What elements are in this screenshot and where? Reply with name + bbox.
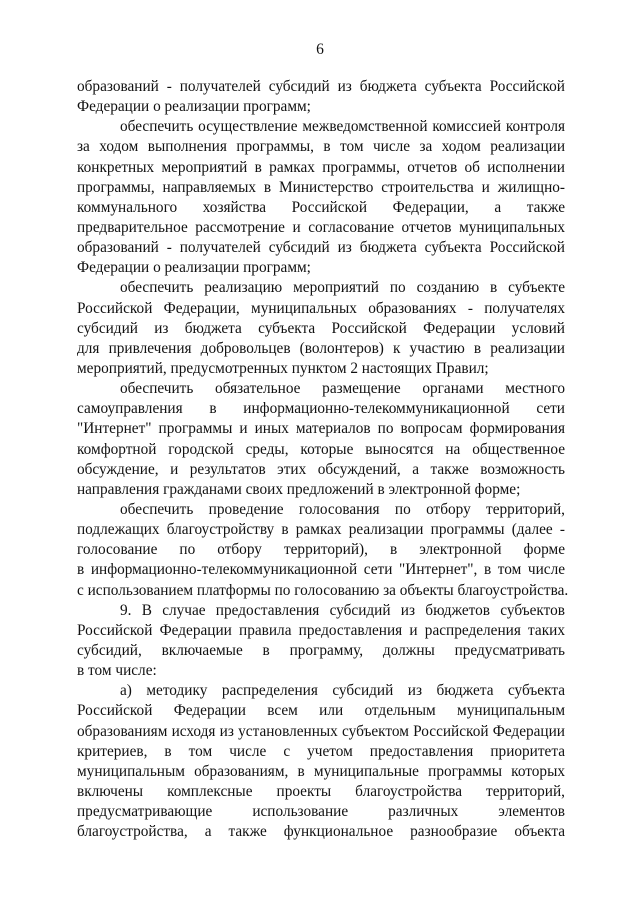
text-line: благоустройства, а также функциональное разнообразие объекта — [77, 823, 565, 841]
document-body — [77, 77, 569, 842]
text-line: голосование по отбору территорий), в электронной форме — [77, 541, 565, 559]
paragraph — [77, 379, 565, 500]
text-line: коммунального хозяйства Российской Федерации, а также — [77, 198, 565, 216]
text-line: подлежащих благоустройству в рамках реализации программы (далее - — [77, 521, 565, 539]
text-line: включены комплексные проекты благоустройства территорий, — [77, 782, 565, 800]
text-line: субсидий, включаемые в программу, должны предусматривать — [77, 641, 565, 659]
text-line: направления гражданами своих предложений в электронной форме; — [77, 480, 521, 498]
text-line: за ходом выполнения программы, в том числе за ходом реализации — [77, 138, 565, 156]
text-line: обсуждение, и результатов этих обсуждений, а также возможность — [77, 460, 565, 478]
text-line: мероприятий, предусмотренных пунктом 2 настоящих Правил; — [77, 359, 489, 377]
text-line: субсидий из бюджета субъекта Российской Федерации условий — [77, 319, 565, 337]
text-line: предусматривающие использование различных элементов — [77, 803, 565, 821]
text-line: комфортной городской среды, которые выносятся на общественное — [77, 440, 565, 458]
text-line: конкретных мероприятий в рамках программы, отчетов об исполнении — [77, 158, 565, 176]
text-line: а) методику распределения субсидий из бюджета субъекта — [120, 682, 565, 700]
paragraph — [77, 278, 565, 379]
text-line: для привлечения добровольцев (волонтеров) к участию в реализации — [77, 339, 565, 357]
text-line: в том числе: — [77, 662, 157, 680]
text-line: "Интернет" программы и иных материалов по вопросам формирования — [77, 420, 565, 438]
paragraph — [77, 601, 565, 682]
text-line: муниципальным образованиям, в муниципальные программы которых — [77, 762, 565, 780]
text-line: обеспечить реализацию мероприятий по созданию в субъекте — [120, 279, 565, 297]
text-line: предварительное рассмотрение и согласование отчетов муниципальных — [77, 218, 565, 236]
text-line: самоуправления в информационно-телекоммуникационной сети — [77, 400, 565, 418]
text-line: Федерации о реализации программ; — [77, 98, 311, 116]
text-line: обеспечить осуществление межведомственной комиссией контроля — [120, 118, 565, 136]
text-line: Российской Федерации всем или отдельным муниципальным — [77, 702, 565, 720]
text-line: в информационно-телекоммуникационной сети "Интернет", в том числе — [77, 561, 565, 579]
text-line: обеспечить обязательное размещение органами местного — [120, 380, 565, 398]
text-line: образований - получателей субсидий из бюджета субъекта Российской — [77, 78, 565, 95]
paragraph — [77, 77, 565, 117]
text-line: программы, направляемых в Министерство строительства и жилищно- — [77, 178, 565, 196]
text-line: образованиям исходя из установленных субъектом Российской Федерации — [77, 722, 565, 740]
text-line: обеспечить проведение голосования по отбору территорий, — [120, 500, 565, 518]
text-line: Федерации о реализации программ; — [77, 259, 311, 277]
text-line: критериев, в том числе с учетом предоставления приоритета — [77, 742, 565, 760]
text-line: Российской Федерации, муниципальных образованиях - получателях — [77, 299, 565, 317]
text-line: Российской Федерации правила предоставления и распределения таких — [77, 621, 565, 639]
paragraph — [77, 117, 565, 278]
text-line: образований - получателей субсидий из бюджета субъекта Российской — [77, 239, 565, 257]
text-line: 9. В случае предоставления субсидий из бюджетов субъектов — [120, 601, 565, 619]
paragraph — [77, 500, 569, 601]
text-line: с использованием платформы по голосованию за объекты благоустройства. — [77, 581, 569, 599]
page-number: 6 — [316, 41, 324, 58]
paragraph — [77, 681, 565, 842]
